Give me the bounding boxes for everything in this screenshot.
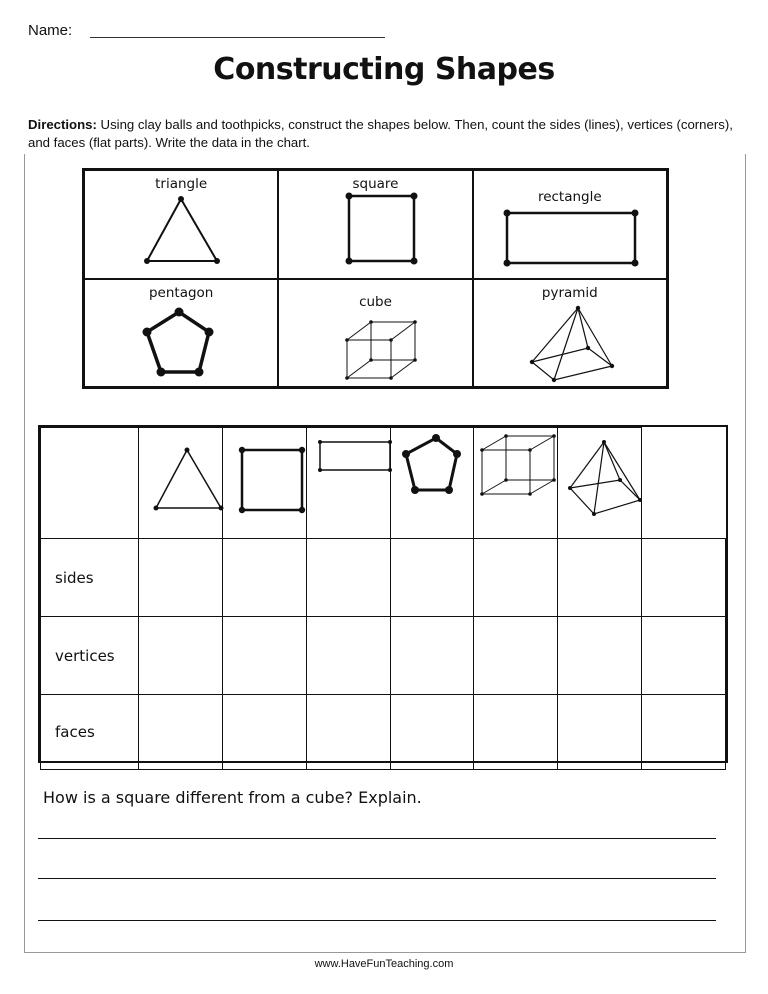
shape-cell-rectangle [473, 170, 667, 279]
chart-header-cube [474, 428, 558, 539]
answer-line[interactable] [38, 878, 716, 879]
answer-cell[interactable] [558, 617, 642, 695]
chart-header-pyramid [558, 428, 642, 539]
directions-label: Directions: [28, 117, 97, 132]
answer-cell[interactable] [390, 539, 474, 617]
name-field[interactable] [90, 37, 385, 38]
pyramid-icon [474, 280, 669, 390]
rectangle-icon [474, 171, 669, 281]
shape-label-pentagon: pentagon [148, 284, 214, 301]
square-icon [279, 171, 474, 281]
answer-cell[interactable] [642, 695, 726, 770]
cube-icon [279, 280, 474, 390]
answer-cell[interactable] [642, 539, 726, 617]
answer-cell[interactable] [390, 695, 474, 770]
shape-cell-square [278, 170, 472, 279]
answer-cell[interactable] [139, 617, 223, 695]
answer-cell[interactable] [642, 617, 726, 695]
shape-label-pyramid: pyramid [541, 284, 598, 301]
data-chart [38, 425, 728, 763]
answer-cell[interactable] [222, 617, 306, 695]
directions [28, 116, 748, 152]
answer-cell[interactable] [306, 617, 390, 695]
pentagon-icon [85, 280, 280, 390]
row-label-vertices: vertices [41, 617, 139, 695]
shape-grid [82, 168, 669, 389]
chart-header-pentagon [390, 428, 474, 539]
chart-corner-cell [41, 428, 139, 539]
answer-cell[interactable] [474, 539, 558, 617]
answer-cell[interactable] [306, 695, 390, 770]
answer-cell[interactable] [222, 695, 306, 770]
shape-cell-cube [278, 279, 472, 388]
shape-label-square: square [352, 176, 399, 192]
answer-cell[interactable] [306, 539, 390, 617]
shape-cell-triangle [84, 170, 278, 279]
shape-cell-pyramid [473, 279, 667, 388]
footer-url: www.HaveFunTeaching.com [314, 958, 454, 970]
pyramid-icon [558, 428, 656, 533]
chart-row-faces [41, 695, 726, 770]
directions-text: Using clay balls and toothpicks, construct the shapes below. Then, count the sides (lines), vertices (corners), and faces (flat parts). Write the data in the chart. [28, 117, 733, 150]
row-label-faces: faces [41, 695, 139, 770]
chart-header-square [222, 428, 306, 539]
answer-cell[interactable] [558, 695, 642, 770]
answer-cell[interactable] [390, 617, 474, 695]
answer-cell[interactable] [474, 617, 558, 695]
chart-header-row [41, 428, 726, 539]
answer-cell[interactable] [474, 695, 558, 770]
chart-header-rectangle [306, 428, 390, 539]
chart-header-triangle [139, 428, 223, 539]
answer-cell[interactable] [139, 695, 223, 770]
name-label: Name: [28, 22, 73, 39]
answer-cell[interactable] [139, 539, 223, 617]
answer-line[interactable] [38, 838, 716, 839]
page-title: Constructing Shapes [213, 52, 555, 87]
shape-label-rectangle: rectangle [537, 189, 602, 205]
shape-label-cube: cube [359, 293, 392, 310]
answer-cell[interactable] [558, 539, 642, 617]
answer-line[interactable] [38, 920, 716, 921]
row-label-sides: sides [41, 539, 139, 617]
shape-cell-pentagon [84, 279, 278, 388]
question-text: How is a square different from a cube? Explain. [43, 788, 422, 807]
triangle-icon [85, 171, 280, 281]
answer-cell[interactable] [222, 539, 306, 617]
chart-row-sides [41, 539, 726, 617]
chart-row-vertices [41, 617, 726, 695]
shape-label-triangle: triangle [155, 176, 208, 192]
